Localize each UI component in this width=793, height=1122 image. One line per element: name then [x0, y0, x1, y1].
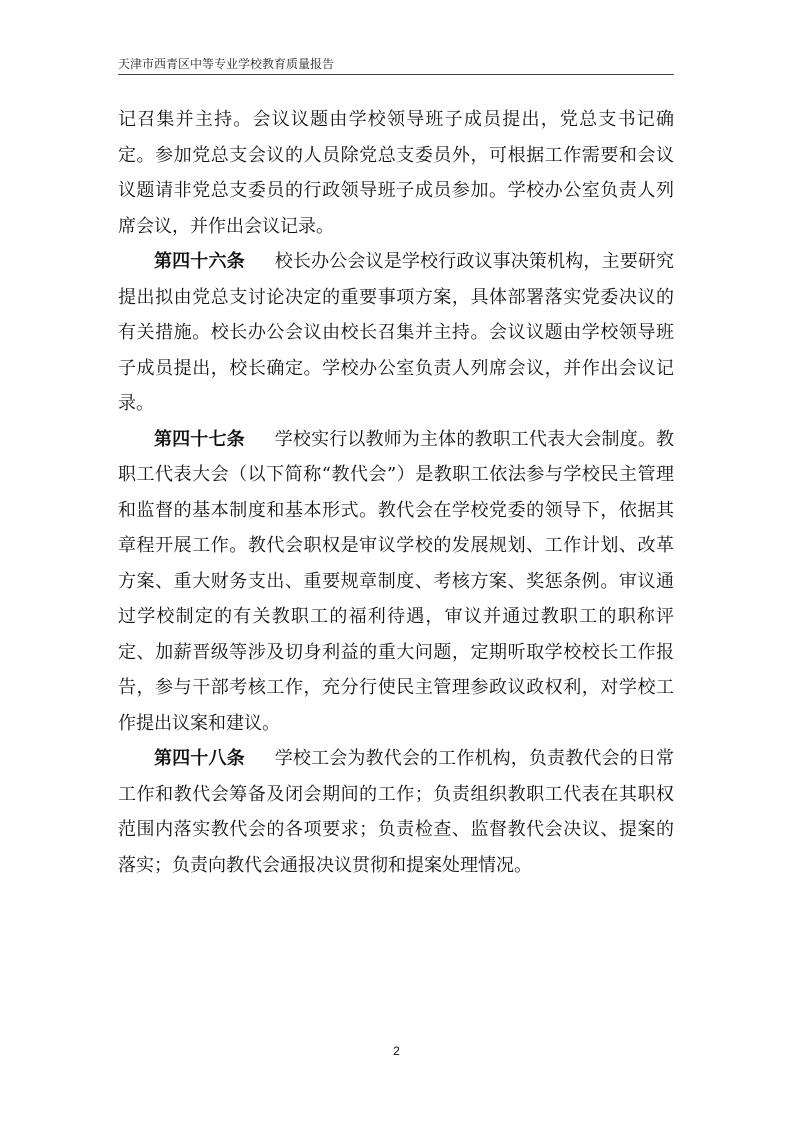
paragraph-text: 校长办公会议是学校行政议事决策机构，主要研究提出拟由党总支讨论决定的重要事项方案，具体部署落实党委决议的有关措施。校长办公会议由校长召集并主持。会议议题由学校领导班子成员提出，校长确定。学校办公室负责人列席会议，并作出会议记录。 [118, 251, 675, 414]
paragraph-article-46 [118, 244, 674, 422]
document-body [118, 102, 674, 883]
paragraph-article-48 [118, 741, 674, 883]
article-number: 第四十八条 [154, 748, 245, 769]
article-number: 第四十六条 [154, 251, 245, 272]
running-header: 天津市西青区中等专业学校教育质量报告 [118, 57, 335, 71]
paragraph-continued [118, 102, 674, 244]
header-divider [118, 74, 674, 75]
article-number: 第四十七条 [154, 428, 245, 450]
paragraph-text: 学校工会为教代会的工作机构，负责教代会的日常工作和教代会筹备及闭会期间的工作；负责组织教职工代表在其职权范围内落实教代会的各项要求；负责检查、监督教代会决议、提案的落实；负责向教代会通报决议贯彻和提案处理情况。 [118, 748, 675, 876]
paragraph-text: 记召集并主持。会议议题由学校领导班子成员提出，党总支书记确定。参加党总支会议的人员除党总支委员外，可根据工作需要和会议议题请非党总支委员的行政领导班子成员参加。学校办公室负责人列席会议，并作出会议记录。 [118, 109, 674, 237]
paragraph-article-47 [118, 422, 674, 742]
paragraph-text: 学校实行以教师为主体的教职工代表大会制度。教职工代表大会（以下简称“教代会”）是教职工依法参与学校民主管理和监督的基本制度和基本形式。教代会在学校党委的领导下，依据其章程开展工作。教代会职权是审议学校的发展规划、工作计划、改革方案、重大财务支出、重要规章制度、考核方案、奖惩条例。审议通过学校制定的有关教职工的福利待遇，审议并通过教职工的职称评定、加薪晋级等涉及切身利益的重大问题，定期听取学校校长工作报告，参与干部考核工作，充分行使民主管理参政议政权利，对学校工作提出议案和建议。 [118, 428, 675, 734]
page-number: 2 [393, 1044, 400, 1058]
